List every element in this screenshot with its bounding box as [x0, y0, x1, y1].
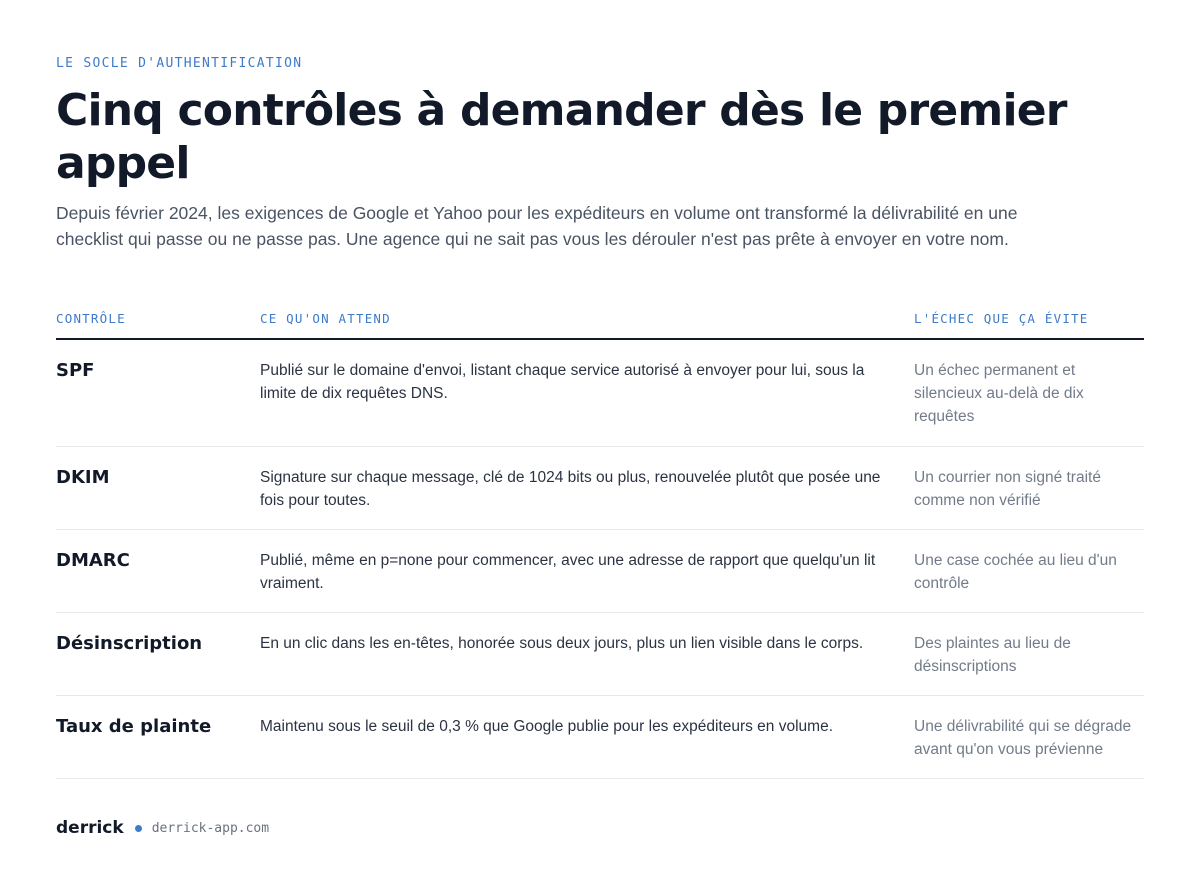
control-expectation: Signature sur chaque message, clé de 1024 bits ou plus, renouvelée plutôt que posée une fois pour toutes.	[260, 469, 881, 509]
eyebrow-label: LE SOCLE D'AUTHENTIFICATION	[56, 56, 303, 71]
control-expectation: Maintenu sous le seuil de 0,3 % que Google publie pour les expéditeurs en volume.	[260, 718, 834, 735]
checklist-table	[56, 306, 1144, 779]
column-header-expectation: CE QU'ON ATTEND	[260, 311, 391, 326]
table-row	[56, 696, 1144, 779]
control-expectation: Publié, même en p=none pour commencer, avec une adresse de rapport que quelqu'un lit vraiment.	[260, 552, 876, 592]
control-name: Désinscription	[56, 633, 203, 654]
control-failure-avoided: Un courrier non signé traité comme non vérifié	[914, 469, 1101, 509]
table-row	[56, 530, 1144, 613]
control-expectation: Publié sur le domaine d'envoi, listant chaque service autorisé à envoyer pour lui, sous la limite de dix requêtes DNS.	[260, 362, 865, 402]
control-expectation: En un clic dans les en-têtes, honorée sous deux jours, plus un lien visible dans le corps.	[260, 635, 864, 652]
control-failure-avoided: Des plaintes au lieu de désinscriptions	[914, 635, 1071, 675]
footer	[56, 818, 269, 838]
control-name: DMARC	[56, 550, 130, 571]
control-name: SPF	[56, 360, 95, 381]
separator-dot-icon	[135, 825, 142, 832]
website-url: derrick-app.com	[151, 820, 270, 836]
control-name: DKIM	[56, 467, 110, 488]
control-failure-avoided: Un échec permanent et silencieux au-delà de dix requêtes	[914, 362, 1084, 425]
table-row	[56, 613, 1144, 696]
control-failure-avoided: Une délivrabilité qui se dégrade avant qu'on vous prévienne	[914, 718, 1132, 758]
column-header-failure-avoided: L'ÉCHEC QUE ÇA ÉVITE	[914, 311, 1089, 326]
table-header	[56, 306, 1144, 340]
intro-paragraph: Depuis février 2024, les exigences de Google et Yahoo pour les expéditeurs en volume ont transformé la délivrabilité en une checklist qui passe ou ne passe pas. Une agence qui ne sait pas vous les dérouler n'est pas prête à envoyer en votre nom.	[56, 203, 1018, 249]
control-name: Taux de plainte	[56, 716, 212, 737]
control-failure-avoided: Une case cochée au lieu d'un contrôle	[914, 552, 1117, 592]
page-title: Cinq contrôles à demander dès le premier appel	[56, 85, 1067, 189]
table-row	[56, 340, 1144, 447]
table-row	[56, 447, 1144, 530]
brand-logo: derrick	[56, 818, 124, 838]
column-header-control: CONTRÔLE	[56, 311, 126, 326]
